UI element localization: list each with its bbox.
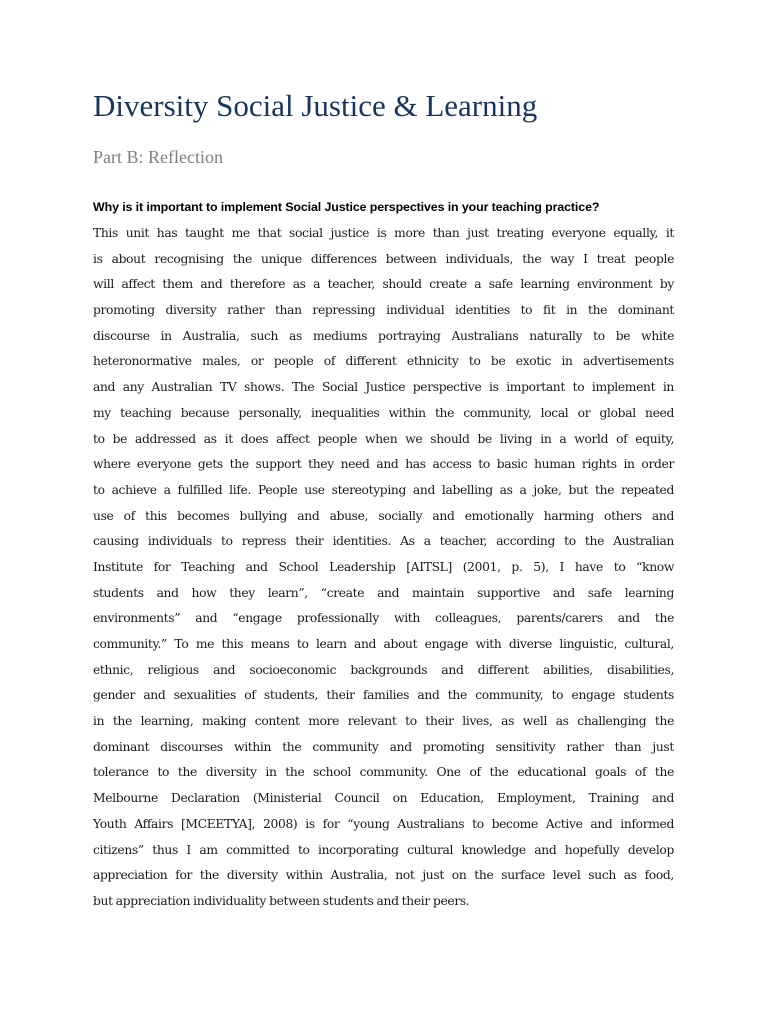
body-line: use of this becomes bullying and abuse, socially and emotionally harming others and: [93, 508, 674, 523]
body-line: community.” To me this means to learn and about engage with diverse linguistic, cultural,: [93, 637, 674, 651]
body-line: Youth Affairs [MCEETYA], 2008) is for “young Australians to become Active and informed: [93, 816, 674, 831]
body-line: This unit has taught me that social justice is more than just treating everyone equally, it: [93, 226, 674, 240]
body-line: discourse in Australia, such as mediums portraying Australians naturally to be white: [93, 328, 674, 343]
body-line: will affect them and therefore as a teacher, should create a safe learning environment by: [93, 277, 674, 292]
body-line: and any Australian TV shows. The Social Justice perspective is important to implement in: [93, 380, 674, 395]
body-line: appreciation for the diversity within Australia, not just on the surface level such as food,: [93, 868, 674, 883]
body-line: causing individuals to repress their identities. As a teacher, according to the Australian: [93, 534, 674, 549]
body-line: gender and sexualities of students, their families and the community, to engage students: [93, 688, 674, 703]
body-line: heteronormative males, or people of different ethnicity to be exotic in advertisements: [93, 354, 674, 369]
reflection-body: [93, 221, 674, 915]
body-line: but appreciation individuality between students and their peers.: [93, 893, 470, 908]
body-line: promoting diversity rather than repressing individual identities to fit in the dominant: [93, 303, 674, 318]
body-line: students and how they learn”, “create and maintain supportive and safe learning: [93, 585, 674, 600]
body-line: environments” and “engage professionally with colleagues, parents/carers and the: [93, 611, 674, 626]
body-line: is about recognising the unique differences between individuals, the way I treat people: [93, 251, 674, 266]
body-line: to be addressed as it does affect people when we should be living in a world of equity,: [93, 431, 674, 446]
body-line: tolerance to the diversity in the school community. One of the educational goals of the: [93, 765, 674, 780]
reflection-question: Why is it important to implement Social Justice perspectives in your teaching practice?: [93, 200, 600, 214]
body-line: citizens” thus I am committed to incorporating cultural knowledge and hopefully develop: [93, 842, 674, 857]
body-line: Melbourne Declaration (Ministerial Council on Education, Employment, Training and: [93, 791, 674, 806]
body-line: in the learning, making content more relevant to their lives, as well as challenging the: [93, 714, 674, 729]
body-line: where everyone gets the support they need and has access to basic human rights in order: [93, 457, 674, 472]
body-line: Institute for Teaching and School Leadership [AITSL] (2001, p. 5), I have to “know: [93, 559, 674, 574]
body-line: my teaching because personally, inequalities within the community, local or global need: [93, 405, 674, 420]
body-line: to achieve a fulfilled life. People use stereotyping and labelling as a joke, but the repeated: [93, 482, 674, 497]
body-line: ethnic, religious and socioeconomic backgrounds and different abilities, disabilities,: [93, 662, 674, 677]
body-line: dominant discourses within the community and promoting sensitivity rather than just: [93, 739, 674, 754]
document-title: Diversity Social Justice & Learning: [93, 88, 538, 123]
document-subtitle: Part B: Reflection: [93, 147, 223, 167]
